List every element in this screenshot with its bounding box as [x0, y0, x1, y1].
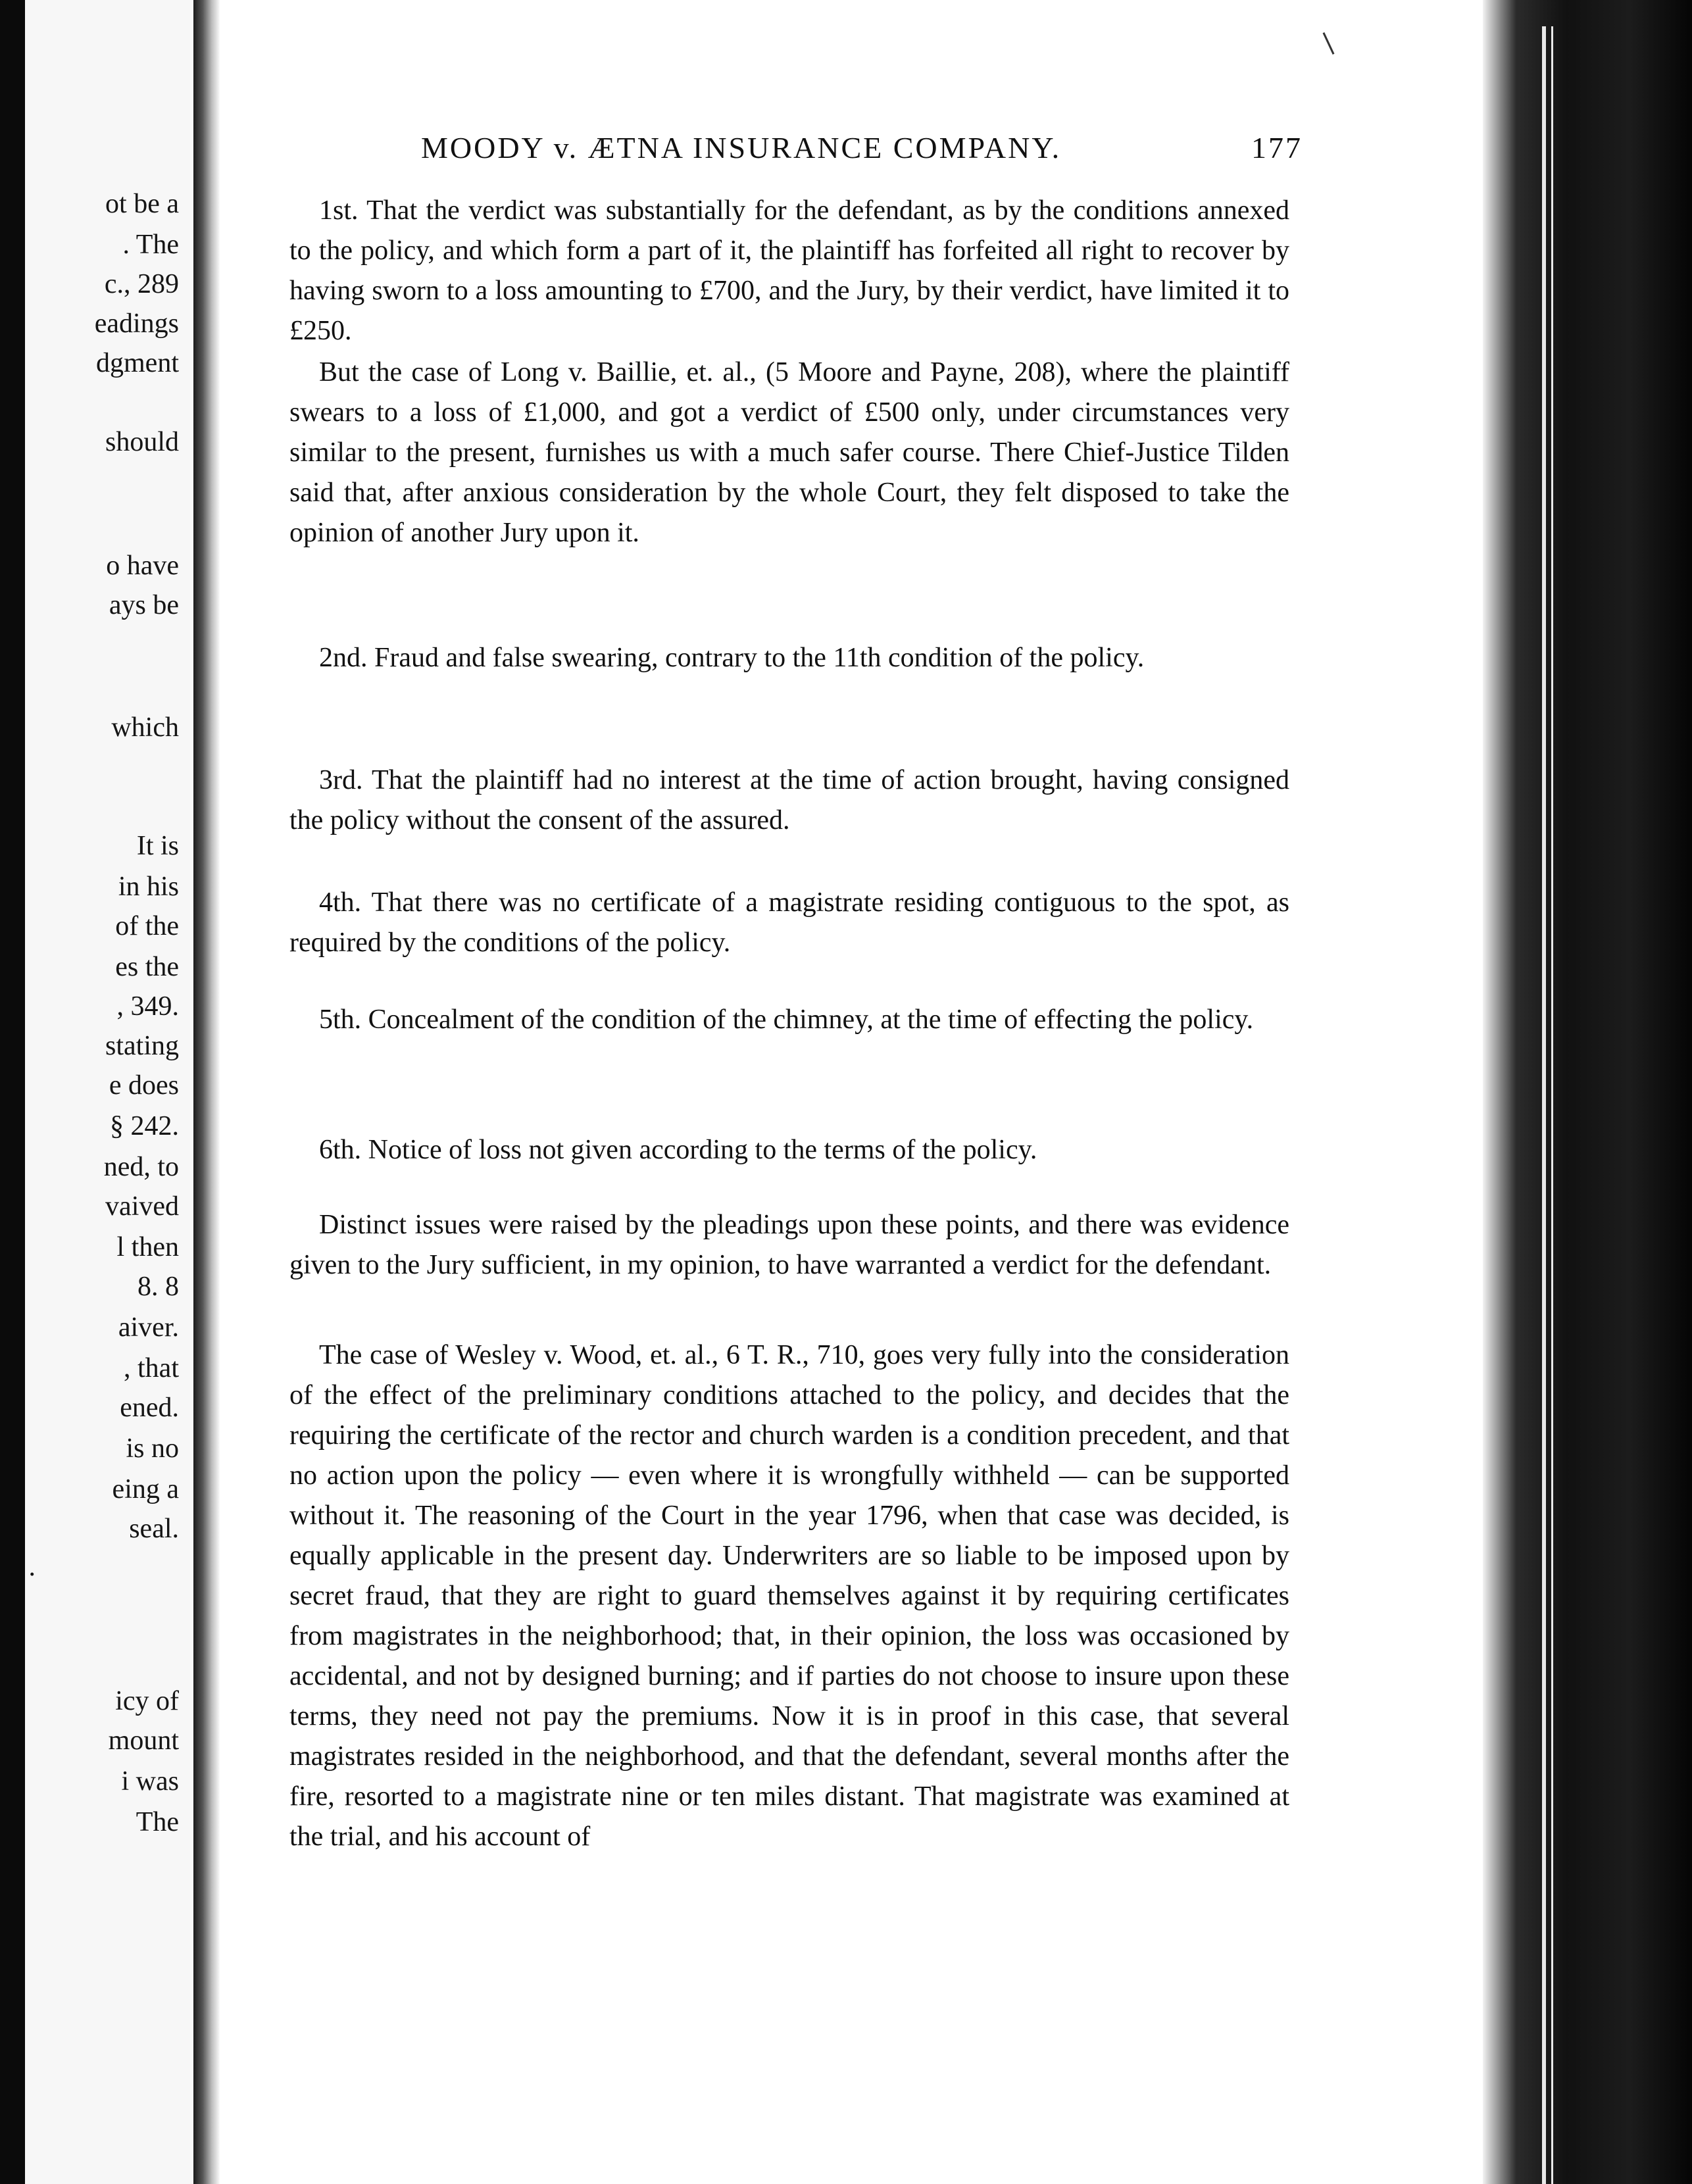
facing-page-line: § 242.	[110, 1111, 179, 1141]
paragraph-text: 4th. That there was no certificate of a magistrate residing contiguous to the spot, as required by the conditions of the policy.	[289, 887, 1289, 958]
facing-page-line: ot be a	[105, 189, 179, 219]
paragraph-text: 5th. Concealment of the condition of the chimney, at the time of effecting the policy.	[319, 1005, 1254, 1035]
facing-page-line: is no	[126, 1433, 179, 1464]
facing-page-line: , 349.	[116, 991, 179, 1022]
facing-page-line: ays be	[109, 590, 179, 620]
paragraph-1st	[289, 191, 1289, 351]
paragraph-long-v-baillie	[289, 353, 1289, 553]
facing-page-line: which	[111, 712, 179, 743]
facing-page-line: ened.	[120, 1393, 179, 1423]
running-title: MOODY v. ÆTNA INSURANCE COMPANY.	[421, 131, 1062, 164]
facing-page-line: .	[28, 1552, 36, 1582]
paragraph-5th	[289, 1000, 1289, 1040]
paragraph-text: Distinct issues were raised by the pleadings upon these points, and there was evidence given to the Jury sufficient, in my opinion, to have warranted a verdict for the defendant.	[289, 1210, 1289, 1280]
facing-page-line: aiver.	[118, 1312, 179, 1343]
paragraph-text: 6th. Notice of loss not given according to the terms of the policy.	[319, 1135, 1037, 1165]
facing-page-line: c., 289	[104, 269, 179, 299]
paragraph-2nd	[289, 638, 1289, 678]
paragraph-4th	[289, 883, 1289, 963]
facing-page-line: should	[105, 427, 179, 457]
facing-page-line: ned, to	[103, 1152, 179, 1182]
facing-page-line: o have	[106, 551, 179, 581]
page-stack-edge	[1483, 0, 1692, 2184]
facing-page-line: dgment	[96, 348, 179, 378]
facing-page-line: , that	[124, 1353, 179, 1383]
paragraph-text: The case of Wesley v. Wood, et. al., 6 T. R., 710, goes very fully into the consideration of the effect of the preliminary conditions attached to the policy, and decides that the requiring the certificate of the rector and church warden is a condition precedent, and that no action upon the policy — even where it is wrongfully withheld — can be supported without it. The reasoning of the Court in the year 1796, when that case was decided, is equally applicable in the present day. Underwriters are so liable to be imposed upon by secret fraud, that they are right to guard themselves against it by requiring certificates from magistrates in the neighborhood; that, in their opinion, the loss was occasioned by accidental, and not by designed burning; and if parties do not choose to insure upon these terms, they need not pay the premiums. Now it is in proof in this case, that several magistrates resided in the neighborhood, and that the defendant, several months after the fire, resorted to a magistrate nine or ten miles distant. That magistrate was examined at the trial, and his account of	[289, 1340, 1289, 1852]
facing-page-line: seal.	[129, 1514, 179, 1544]
paragraph-wesley-v-wood	[289, 1335, 1289, 1857]
book-gutter	[193, 0, 220, 2184]
facing-page-line: es the	[115, 952, 179, 982]
page-edge-line	[1542, 26, 1546, 2184]
facing-page-line: eing a	[112, 1474, 179, 1504]
scan-left-border	[0, 0, 25, 2184]
page-edge-line	[1551, 26, 1553, 2184]
facing-page-line: eadings	[94, 309, 179, 339]
facing-page-line: e does	[109, 1070, 179, 1101]
facing-page-line: The	[136, 1807, 179, 1837]
facing-page-line: l then	[116, 1232, 179, 1262]
facing-page-line: vaived	[105, 1191, 179, 1222]
paragraph-text: 1st. That the verdict was substantially for the defendant, as by the conditions annexed to the policy, and which form a part of it, the plaintiff has forfeited all right to recover by having sworn to a loss amounting to £700, and the Jury, by their verdict, have limited it to £250.	[289, 195, 1289, 346]
facing-page-line: . The	[122, 230, 179, 260]
facing-page-line: i was	[121, 1766, 179, 1797]
paragraph-distinct-issues	[289, 1205, 1289, 1285]
paragraph-text: 3rd. That the plaintiff had no interest at the time of action brought, having consigned the policy without the consent of the assured.	[289, 765, 1289, 835]
facing-page-line: It is	[136, 831, 179, 861]
facing-page-line: stating	[105, 1031, 179, 1061]
paragraph-6th	[289, 1130, 1289, 1170]
facing-page-line: 8. 8	[137, 1272, 179, 1302]
paragraph-text: 2nd. Fraud and false swearing, contrary to the 11th condition of the policy.	[319, 643, 1145, 673]
facing-page-line: icy of	[115, 1686, 179, 1716]
facing-page-line: mount	[108, 1725, 179, 1756]
facing-page-fragment	[25, 0, 193, 2184]
facing-page-line: in his	[118, 872, 179, 902]
facing-page-line: of the	[115, 911, 179, 941]
paragraph-text: But the case of Long v. Baillie, et. al., (5 Moore and Payne, 208), where the plaintiff swears to a loss of £1,000, and got a verdict of £500 only, under circumstances very similar to the present, furnishes us with a much safer course. There Chief-Justice Tilden said that, after anxious consideration by the whole Court, they felt disposed to take the opinion of another Jury upon it.	[289, 357, 1289, 548]
page-number: 177	[1251, 131, 1303, 164]
paragraph-3rd	[289, 760, 1289, 841]
